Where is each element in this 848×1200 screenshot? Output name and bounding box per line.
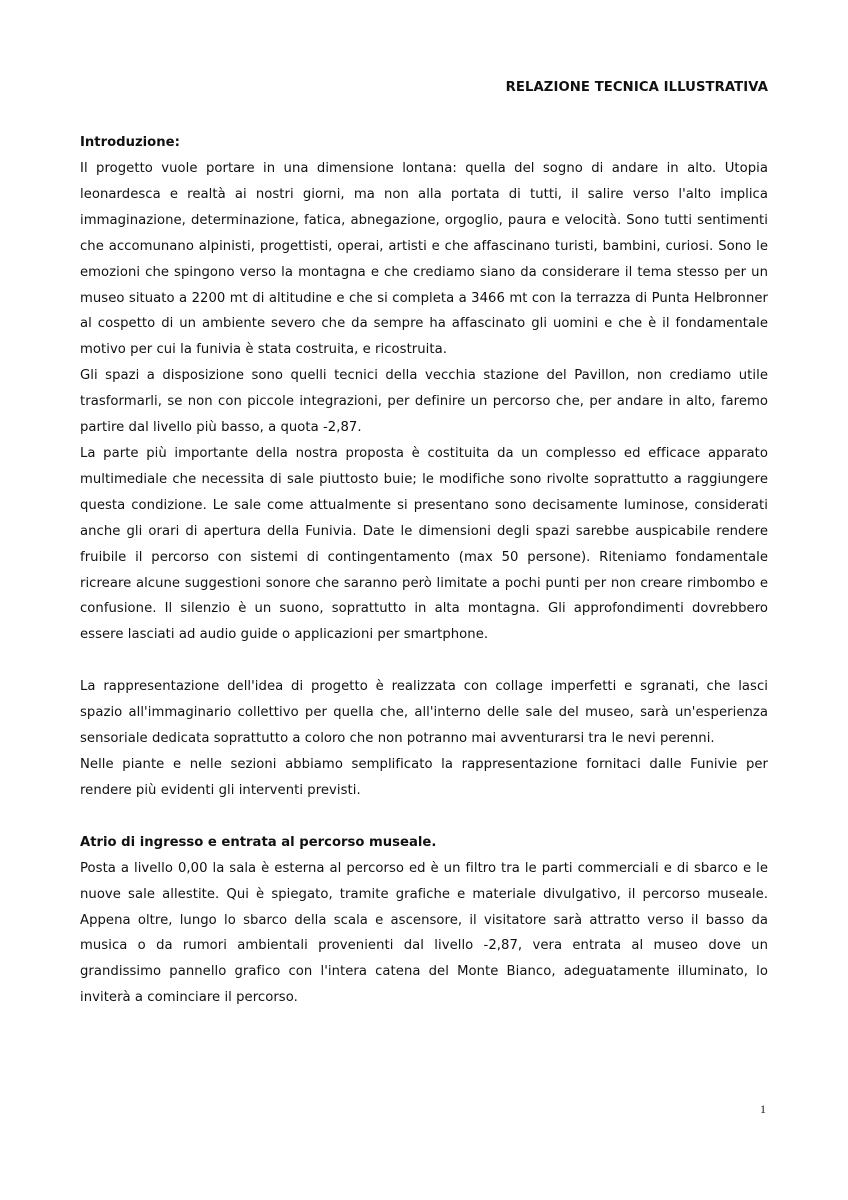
paragraph-intro-1: Il progetto vuole portare in una dimensione lontana: quella del sogno di andare in alto. Utopia leonardesca e realtà ai nostri giorni, ma non alla portata di tutti, il salire verso l'alto implica immaginazione, determinazione, fatica, abnegazione, orgoglio, paura e velocità. Sono tutti sentimenti che accomunano alpinisti, progettisti, operai, artisti e che affascinano turisti, bambini, curiosi. Sono le emozioni che spingono verso la montagna e che crediamo siano da considerare il tema stesso per un museo situato a 2200 mt di altitudine e che si completa a 3466 mt con la terrazza di Punta Helbronner al cospetto di un ambiente severo che da sempre ha affascinato gli uomini e che è il fondamentale motivo per cui la funivia è stata costruita, e ricostruita. [80,161,768,358]
paragraph-spacer [80,648,768,674]
document-title: RELAZIONE TECNICA ILLUSTRATIVA [505,80,768,95]
section-heading-atrio: Atrio di ingresso e entrata al percorso museale. [80,834,437,850]
page-number: 1 [760,1102,766,1116]
paragraph-intro-3: La parte più importante della nostra proposta è costituita da un complesso ed efficace apparato multimediale che necessita di sale piuttosto buie; le modifiche sono rivolte soprattutto a raggiungere questa condizione. Le sale come attualmente si presentano sono decisamente luminose, considerati anche gli orari di apertura della Funivia. Date le dimensioni degli spazi sarebbe auspicabile rendere fruibile il percorso con sistemi di contingentamento (max 50 persone). Riteniamo fondamentale ricreare alcune suggestioni sonore che saranno però limitate a pochi punti per non creare rimbombo e confusione. Il silenzio è un suono, soprattutto in alta montagna. Gli approfondimenti dovrebbero essere lasciati ad audio guide o applicazioni per smartphone. [80,445,768,643]
paragraph-intro-2: Gli spazi a disposizione sono quelli tecnici della vecchia stazione del Pavillon, non crediamo utile trasformarli, se non con piccole integrazioni, per definire un percorso che, per andare in alto, faremo partire dal livello più basso, a quota -2,87. [80,368,768,436]
section-heading-introduzione: Introduzione: [80,135,180,150]
paragraph-representation-2: Nelle piante e nelle sezioni abbiamo semplificato la rappresentazione fornitaci dalle Funivie per rendere più evidenti gli interventi previsti. [80,756,768,798]
paragraph-representation-1: La rappresentazione dell'idea di progetto è realizzata con collage imperfetti e sgranati, che lasci spazio all'immaginario collettivo per quella che, all'interno delle sale del museo, sarà un'esperienza sensoriale dedicata soprattutto a coloro che non potranno mai avventurarsi tra le nevi perenni. [80,679,768,747]
paragraph-spacer [80,804,768,830]
paragraph-atrium-1: Posta a livello 0,00 la sala è esterna al percorso ed è un filtro tra le parti commerciali e di sbarco e le nuove sale allestite. Qui è spiegato, tramite grafiche e materiale divulgativo, il percorso museale. Appena oltre, lungo lo sbarco della scala e ascensore, il visitatore sarà attratto verso il basso da musica o da rumori ambientali provenienti dal livello -2,87, vera entrata al museo dove un grandissimo pannello grafico con l'intera catena del Monte Bianco, adeguatamente illuminato, lo inviterà a cominciare il percorso. [80,860,768,1006]
document-body [80,130,768,1011]
